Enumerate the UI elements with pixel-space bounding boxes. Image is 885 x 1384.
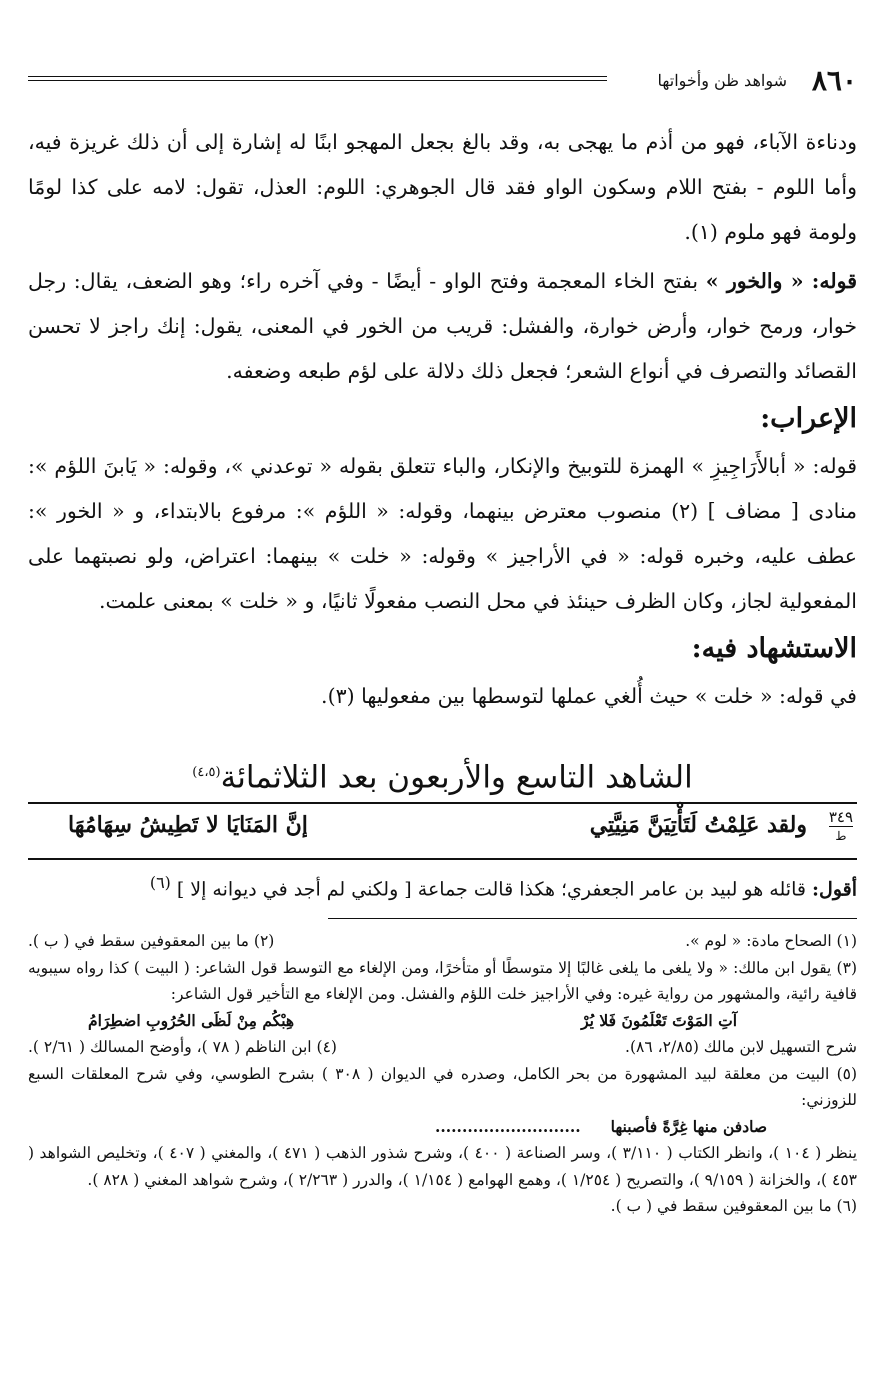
footnote-3-end: شرح التسهيل لابن مالك (٢/٨٥، ٨٦). <box>625 1038 857 1056</box>
verse-number <box>829 808 853 845</box>
witness-title-note: (٤،٥) <box>192 765 221 780</box>
quoted-word-khawr: قوله: « والخور » <box>705 269 857 293</box>
paragraph-khawr-text: بفتح الخاء المعجمة وفتح الواو - أيضًا - وفي آخره راء؛ وهو الضعف، يقال: رجل خوار، ورمح خوار، وأرض خوارة، والفشل: قريب من الخور في المعنى، يقول: إنك راجز لا تحسن القصائد والتصرف في أنواع الشعر؛ فجعل ذلك دلالة على لؤم طبعه وضعفه. <box>28 269 857 383</box>
footnotes-1-2 <box>28 928 857 955</box>
paragraph-istishhad: في قوله: « خلت » حيث أُلغي عملها لتوسطها بين مفعوليها (٣). <box>321 684 857 708</box>
footnote-3-verse-b: هِبْكُم مِنْ لَظَى الحُرُوبِ اضطِرَامُ <box>88 1010 295 1030</box>
verse-first-hemistich: ولقد عَلِمْتُ لَتَأْتِيَنَّ مَنِيَّتِي <box>589 812 807 838</box>
main-text <box>28 120 857 719</box>
running-header <box>28 64 857 98</box>
aqwal-note: (٦) <box>149 873 171 892</box>
witness-title <box>28 748 857 802</box>
footnote-5-dots: ........................... <box>434 1116 581 1136</box>
heading-irab: الإعراب: <box>760 403 857 434</box>
footnote-3: (٣) يقول ابن مالك: « ولا يلغى ما يلغى غالبًا إلا متوسطًا أو متأخرًا، ومن الإلغاء مع التوسط قول الشاعر: ( البيت ) كذا رواه سيبويه قافية رائية، والمشهور من رواية غيره: وفي الأراجيز خلت اللؤم والفشل. ومن الإلغاء مع التأخير قول الشاعر: <box>28 958 857 1003</box>
witness-title-text: الشاهد التاسع والأربعون بعد الثلاثمائة <box>220 759 693 796</box>
page-number: ٨٦٠ <box>811 64 857 97</box>
footnotes <box>28 928 857 1220</box>
paragraph-irab: قوله: « أبالأَرَاجِيزِ » الهمزة للتوبيخ والإنكار، والباء تتعلق بقوله « توعدني »، وقوله: « يَابنَ اللؤم »: منادى [ مضاف ] (٢) منصوب معترض بينهما، وقوله: « اللؤم »: مرفوع بالابتداء، و « الخور »: عطف عليه، وخبره قوله: « في الأراجيز » وقوله: « خلت » بينهما: اعتراض، ولو نصبتهما على المفعولية لجاز، وكان الظرف حينئذ في محل النصب مفعولًا ثانيًا، و « خلت » بمعنى علمت. <box>28 454 857 613</box>
verse-number-value: ٣٤٩ <box>828 808 853 826</box>
aqwal-line <box>28 868 857 904</box>
book-page <box>28 0 857 1384</box>
header-rule <box>28 76 607 81</box>
aqwal-label: أقول: <box>812 878 857 901</box>
footnote-3-verse <box>28 1008 857 1035</box>
footnote-1: (١) الصحاح مادة: « لوم ». <box>685 932 857 950</box>
paragraph-commentary: ودناءة الآباء، فهو من أذم ما يهجى به، وقد بالغ بجعل المهجو ابنًا له إشارة إلى أن ذلك غريزة فيه، وأما اللوم - بفتح اللام وسكون الواو فقد قال الجوهري: اللوم: العذل، تقول: لامه على كذا لومًا ولومة فهو ملوم (١). <box>28 130 857 244</box>
verse-box <box>28 802 857 860</box>
verse-number-sub: ط <box>829 826 853 845</box>
footnote-6: (٦) ما بين المعقوفين سقط في ( ب ). <box>610 1197 857 1215</box>
aqwal-text: قائله هو لبيد بن عامر الجعفري؛ هكذا قالت جماعة [ ولكني لم أجد في ديوانه إلا ] <box>176 878 806 901</box>
heading-istishhad: الاستشهاد فيه: <box>691 633 857 664</box>
footnote-3-4 <box>28 1034 857 1061</box>
footnote-5-references: ينظر ( ١٠٤ )، وانظر الكتاب ( ٣/١١٠ )، وسر الصناعة ( ٤٠٠ )، وشرح شذور الذهب ( ٤٧١ )، والمغني ( ٤٠٧ )، وتخليص الشواهد ( ٤٥٣ )، والخزانة ( ٩/١٥٩ )، والتصريح ( ١/٢٥٤ )، وهمع الهوامع ( ١/١٥٤ )، والدرر ( ٢/٢٦٣ )، وشرح شواهد المغني ( ٨٢٨ ). <box>28 1144 858 1189</box>
footnote-4: (٤) ابن الناظم ( ٧٨ )، وأوضح المسالك ( ٢/٦١ ). <box>28 1038 337 1056</box>
footnote-separator <box>328 918 857 919</box>
paragraph-khawr <box>28 259 857 394</box>
running-title: شواهد ظن وأخواتها <box>657 71 787 90</box>
footnote-5-verse-text: صادفن منها غِرَّةً فأصبنها <box>610 1116 767 1136</box>
footnote-3-verse-a: آتِ المَوْتَ تَعْلَمُونَ فَلا يُرْ <box>581 1010 737 1030</box>
footnote-2: (٢) ما بين المعقوفين سقط في ( ب ). <box>28 932 275 950</box>
verse-second-hemistich: إنَّ المَنَايَا لا تَطِيشُ سِهَامُهَا <box>68 812 308 838</box>
footnote-5: (٥) البيت من معلقة لبيد المشهورة من بحر الكامل، وصدره في الديوان ( ٣٠٨ ) بشرح الطوسي، وفي شرح المعلقات السبع للزوزني: <box>28 1064 858 1109</box>
footnote-5-verse <box>28 1114 857 1141</box>
